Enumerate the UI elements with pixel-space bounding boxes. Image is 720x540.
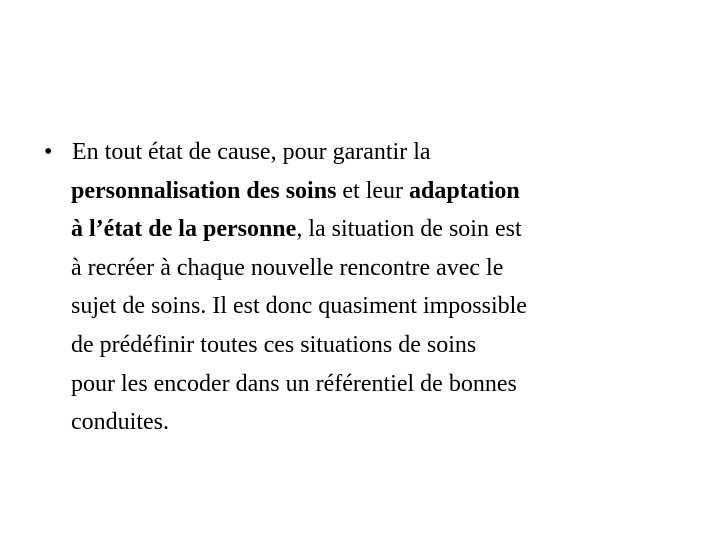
emphasis-run: adaptation bbox=[409, 177, 520, 204]
text-line bbox=[71, 172, 694, 211]
text-run: de prédéfinir toutes ces situations de soins bbox=[71, 331, 477, 358]
emphasis-run: personnalisation des soins bbox=[71, 177, 337, 204]
paragraph-text bbox=[71, 133, 694, 442]
emphasis-run: à l’état de la personne bbox=[71, 216, 297, 243]
text-line bbox=[71, 249, 694, 288]
text-run: conduites. bbox=[71, 409, 169, 436]
text-line bbox=[71, 210, 694, 249]
bullet-paragraph bbox=[44, 133, 694, 442]
text-run: En tout état de cause, pour garantir la bbox=[72, 139, 431, 165]
text-run: et leur bbox=[336, 177, 410, 204]
text-run: sujet de soins. Il est donc quasiment impossible bbox=[71, 293, 527, 320]
text-line bbox=[71, 287, 694, 326]
bullet-icon: • bbox=[44, 139, 53, 165]
text-line bbox=[71, 365, 694, 404]
text-line bbox=[71, 326, 694, 365]
text-run: à recréer à chaque nouvelle rencontre avec le bbox=[71, 254, 504, 281]
text-run: , la situation de soin est bbox=[296, 216, 522, 243]
text-run: pour les encoder dans un référentiel de bonnes bbox=[71, 370, 517, 397]
text-line bbox=[71, 403, 694, 442]
text-line bbox=[72, 133, 694, 172]
